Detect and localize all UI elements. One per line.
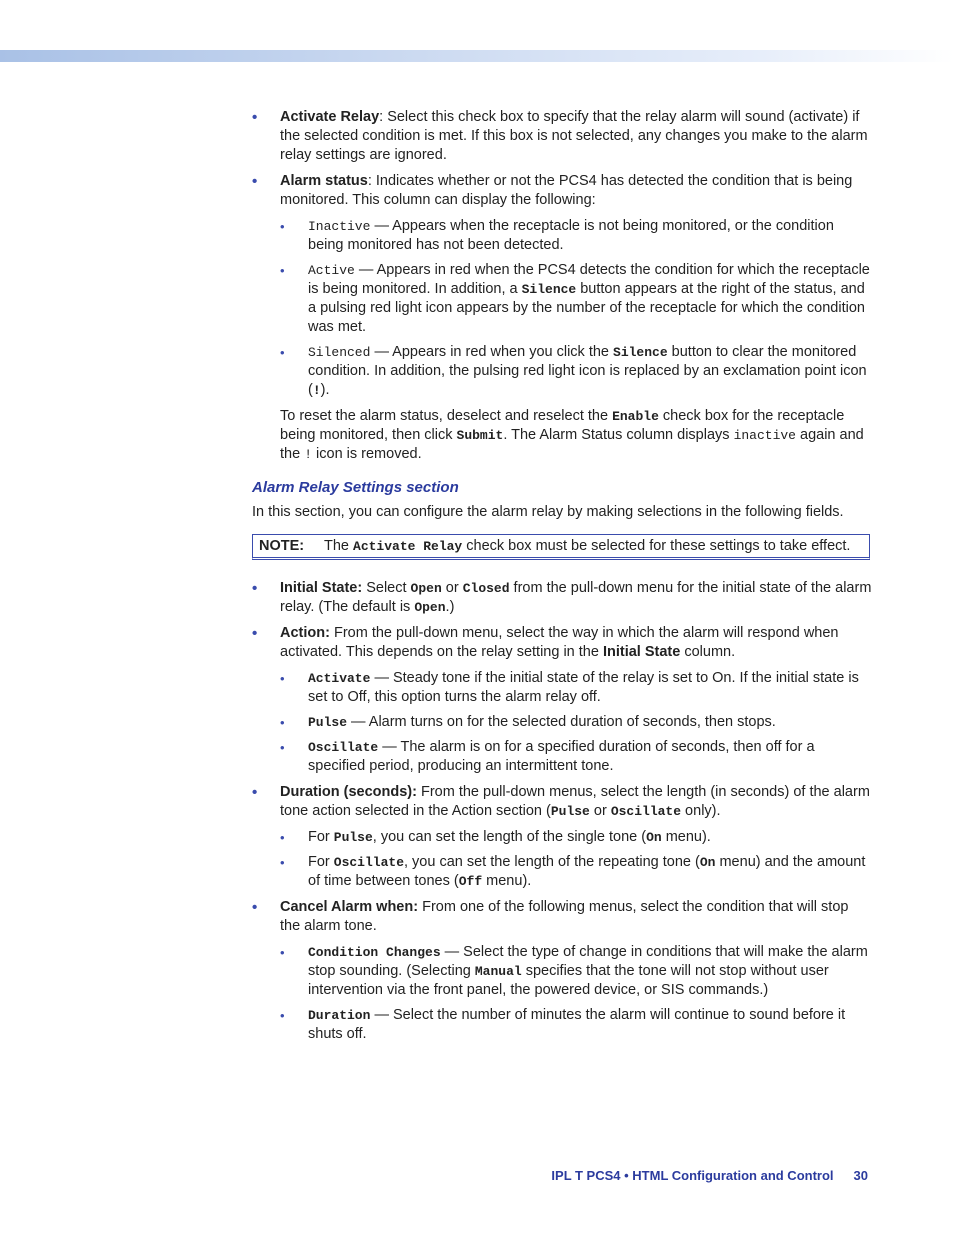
- list-item-active: • Active — Appears in red when the PCS4 detects the condition for which the receptacle is being monitored. In addition, a Silence button appears at the right of the status, and a pulsing red light icon appears by the number of the receptacle for which the condition was met.: [280, 261, 872, 337]
- list-item-initial-state: • Initial State: Select Open or Closed from the pull-down menu for the initial state of the alarm relay. (The default is Open.): [252, 579, 872, 617]
- page-content: [252, 108, 872, 1051]
- list-item-action: • Action: From the pull-down menu, select the way in which the alarm will respond when activated. This depends on the relay setting in the Initial State column. • Activate — Steady tone if the initial state of the relay is set to On. If the initial state is set to Off, this option turns the alarm relay off. • Pulse — Alarm turns on for the selected duration of seconds, then stops. • Oscillate — The alarm is on for a specified duration of seconds, then off for a specified period, producing an intermittent tone.: [252, 624, 872, 776]
- list-item-activate: • Activate — Steady tone if the initial state of the relay is set to On. If the initial state is set to Off, this option turns the alarm relay off.: [280, 669, 872, 707]
- list-item-oscillate: • Oscillate — The alarm is on for a specified duration of seconds, then off for a specified period, producing an intermittent tone.: [280, 738, 872, 776]
- duration-options: [280, 828, 872, 891]
- list-item-silenced: • Silenced — Appears in red when you click the Silence button to clear the monitored condition. In addition, the pulsing red light icon is replaced by an exclamation point icon (!).: [280, 343, 872, 400]
- page-footer: [500, 1166, 868, 1185]
- footer-title: IPL T PCS4 • HTML Configuration and Control: [551, 1168, 834, 1183]
- page-number: 30: [853, 1168, 868, 1183]
- list-item-condition-changes: • Condition Changes — Select the type of change in conditions that will make the alarm stop sounding. (Selecting Manual specifies that the tone will not stop without user intervention via the front panel, the powered device, or SIS commands.): [280, 943, 872, 1000]
- list-item-activate-relay: • Activate Relay: Select this check box to specify that the relay alarm will sound (activate) if the selected condition is met. If this box is not selected, any changes you make to the alarm relay settings are ignored.: [252, 108, 872, 165]
- action-options: [280, 669, 872, 776]
- list-item-alarm-status: • Alarm status: Indicates whether or not the PCS4 has detected the condition that is being monitored. This column can display the following: • Inactive — Appears when the receptacle is not being monitored, or the condition being monitored has not been detected. • Active — Appears in red when the PCS4 detects the condition for which the receptacle is being monitored. In addition, a Silence button appears at the right of the status, and a pulsing red light icon appears by the number of the receptacle for which the condition was met. • Silenced — Appears in red when you click the Silence button to clear the monitored condition. In addition, the pulsing red light icon is replaced by an exclamation point icon (!).: [252, 172, 872, 400]
- list-item-duration: • Duration (seconds): From the pull-down menus, select the length (in seconds) of the alarm tone action selected in the Action section (Pulse or Oscillate only). • For Pulse, you can set the length of the single tone (On menu). • For Oscillate, you can set the length of the repeating tone (On menu) and the amount of time between tones (Off menu).: [252, 783, 872, 891]
- reset-paragraph: To reset the alarm status, deselect and reselect the Enable check box for the receptacle being monitored, then click Submit. The Alarm Status column displays inactive again and the ! icon is removed.: [280, 408, 864, 462]
- section-heading: Alarm Relay Settings section: [252, 479, 459, 496]
- list-item-cancel-alarm: • Cancel Alarm when: From one of the following menus, select the condition that will stop the alarm tone. • Condition Changes — Select the type of change in conditions that will make the alarm stop sounding. (Selecting Manual specifies that the tone will not stop without user intervention via the front panel, the powered device, or SIS commands.) • Duration — Select the number of minutes the alarm will continue to sound before it shuts off.: [252, 898, 872, 1044]
- relay-settings-list: [252, 579, 872, 1044]
- note-text: The Activate Relay check box must be selected for these settings to take effect.: [324, 538, 851, 554]
- alarm-status-values: [280, 217, 872, 400]
- note-box: [252, 534, 870, 560]
- list-item-duration-pulse: • For Pulse, you can set the length of the single tone (On menu).: [280, 828, 872, 847]
- list-item-pulse: • Pulse — Alarm turns on for the selected duration of seconds, then stops.: [280, 713, 872, 732]
- cancel-options: [280, 943, 872, 1044]
- settings-list: [252, 108, 872, 400]
- list-item-inactive: • Inactive — Appears when the receptacle is not being monitored, or the condition being monitored has not been detected.: [280, 217, 872, 255]
- list-item-duration-oscillate: • For Oscillate, you can set the length of the repeating tone (On menu) and the amount of time between tones (Off menu).: [280, 853, 872, 891]
- note-label: NOTE:: [259, 538, 305, 554]
- list-item-cancel-duration: • Duration — Select the number of minutes the alarm will continue to sound before it shuts off.: [280, 1006, 872, 1044]
- header-accent-bar: [0, 50, 954, 62]
- section-intro: In this section, you can configure the alarm relay by making selections in the following fields.: [252, 504, 844, 520]
